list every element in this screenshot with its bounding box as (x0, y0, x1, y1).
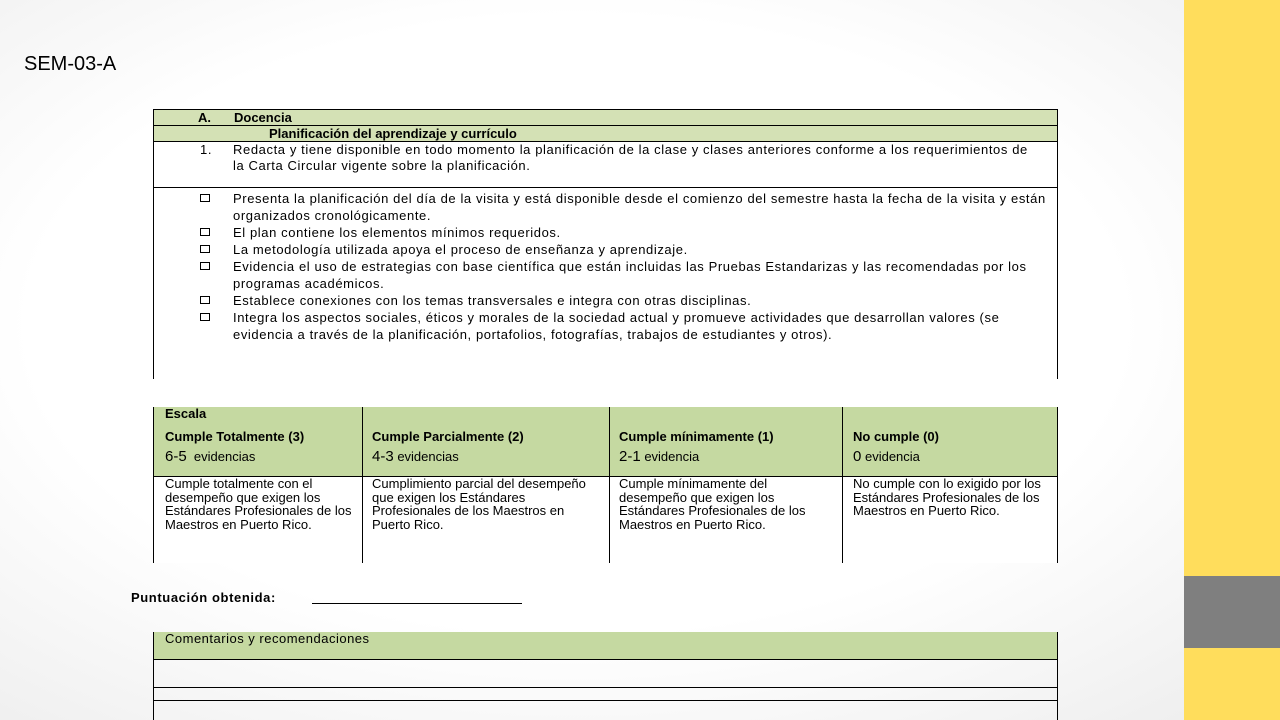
section-number: A. (198, 110, 211, 125)
criteria-text: Integra los aspectos sociales, éticos y morales de la sociedad actual y promueve actividades que desarrollan valores (se evidencia a través de la planificación, portafolios, fotografías, trabajos de estudiantes y otros). (233, 310, 1000, 342)
criteria-item (154, 258, 1057, 292)
criteria-item (154, 224, 1057, 241)
criteria-text: La metodología utilizada apoya el proceso de enseñanza y aprendizaje. (233, 242, 688, 257)
scale-title: Escala (165, 406, 207, 421)
criteria-text: El plan contiene los elementos mínimos requeridos. (233, 225, 561, 240)
criteria-item (154, 309, 1057, 343)
score-label: Puntuación obtenida: (131, 590, 276, 605)
checkbox-icon[interactable] (200, 228, 210, 236)
scale-column (154, 407, 363, 563)
scale-level-header: No cumple (0) (853, 429, 939, 444)
scale-range: 6-5 (165, 448, 187, 465)
comments-header: Comentarios y recomendaciones (154, 632, 1057, 659)
scale-evidence-label: evidencias (193, 449, 256, 464)
checkbox-icon[interactable] (200, 245, 210, 253)
scale-column (362, 407, 610, 563)
scale-level-evidence (853, 448, 920, 465)
criteria-list (154, 188, 1057, 343)
sidebar-accent-top (1184, 0, 1280, 576)
criteria-text: Establece conexiones con los temas transversales e integra con otras disciplinas. (233, 293, 752, 308)
comments-table (153, 632, 1058, 720)
scale-range: 2-1 (619, 448, 641, 465)
section-subheader (154, 126, 1057, 142)
scale-level-evidence (619, 448, 699, 465)
scale-evidence-label: evidencias (397, 449, 459, 464)
criteria-text: Presenta la planificación del día de la visita y está disponible desde el comienzo del semestre hasta la fecha de la visita y están organizados cronológicamente. (233, 191, 1046, 223)
standard-number: 1. (200, 142, 213, 157)
scale-level-header: Cumple Parcialmente (2) (372, 429, 524, 444)
scale-level-description: Cumplimiento parcial del desempeño que exigen los Estándares Profesionales de los Maestros en Puerto Rico. (372, 476, 586, 532)
slide-title: SEM-03-A (24, 53, 117, 75)
checkbox-icon[interactable] (200, 194, 210, 202)
scale-level-header: Cumple Totalmente (3) (165, 429, 305, 444)
scale-column (842, 407, 1056, 563)
scale-evidence-label: evidencia (864, 449, 920, 464)
comments-row[interactable] (154, 659, 1057, 687)
scale-level-header: Cumple mínimamente (1) (619, 429, 774, 444)
standard-row (154, 142, 1057, 188)
scale-range: 0 (853, 448, 862, 465)
criteria-item (154, 190, 1057, 224)
checkbox-icon[interactable] (200, 313, 210, 321)
checkbox-icon[interactable] (200, 296, 210, 304)
scale-range: 4-3 (372, 448, 394, 465)
comments-row[interactable] (154, 700, 1057, 720)
section-title: Docencia (234, 110, 292, 125)
criteria-item (154, 241, 1057, 258)
scale-evidence-label: evidencia (644, 449, 700, 464)
comments-row[interactable] (154, 687, 1057, 700)
section-header (154, 110, 1057, 126)
scale-table (153, 407, 1058, 563)
scale-level-evidence (372, 448, 459, 465)
scale-level-description: No cumple con lo exigido por los Estándares Profesionales de los Maestros en Puerto Rico. (853, 476, 1041, 518)
docencia-table (153, 109, 1058, 379)
scale-column (609, 407, 843, 563)
checkbox-icon[interactable] (200, 262, 210, 270)
scale-level-evidence (165, 448, 255, 465)
section-subtitle: Planificación del aprendizaje y currículo (269, 126, 517, 141)
criteria-text: Evidencia el uso de estrategias con base científica que están incluidas las Pruebas Estandarizas y las recomendadas por los programas académicos. (233, 259, 1027, 291)
score-input-line[interactable] (312, 603, 522, 604)
sidebar-accent-middle (1184, 576, 1280, 648)
criteria-item (154, 292, 1057, 309)
standard-text: Redacta y tiene disponible en todo momento la planificación de la clase y clases anteriores conforme a los requerimientos de la Carta Circular vigente sobre la planificación. (233, 142, 1028, 173)
scale-level-description: Cumple mínimamente del desempeño que exigen los Estándares Profesionales de los Maestros en Puerto Rico. (619, 476, 806, 532)
sidebar-accent-bottom (1184, 648, 1280, 720)
scale-level-description: Cumple totalmente con el desempeño que exigen los Estándares Profesionales de los Maestros en Puerto Rico. (165, 476, 352, 532)
